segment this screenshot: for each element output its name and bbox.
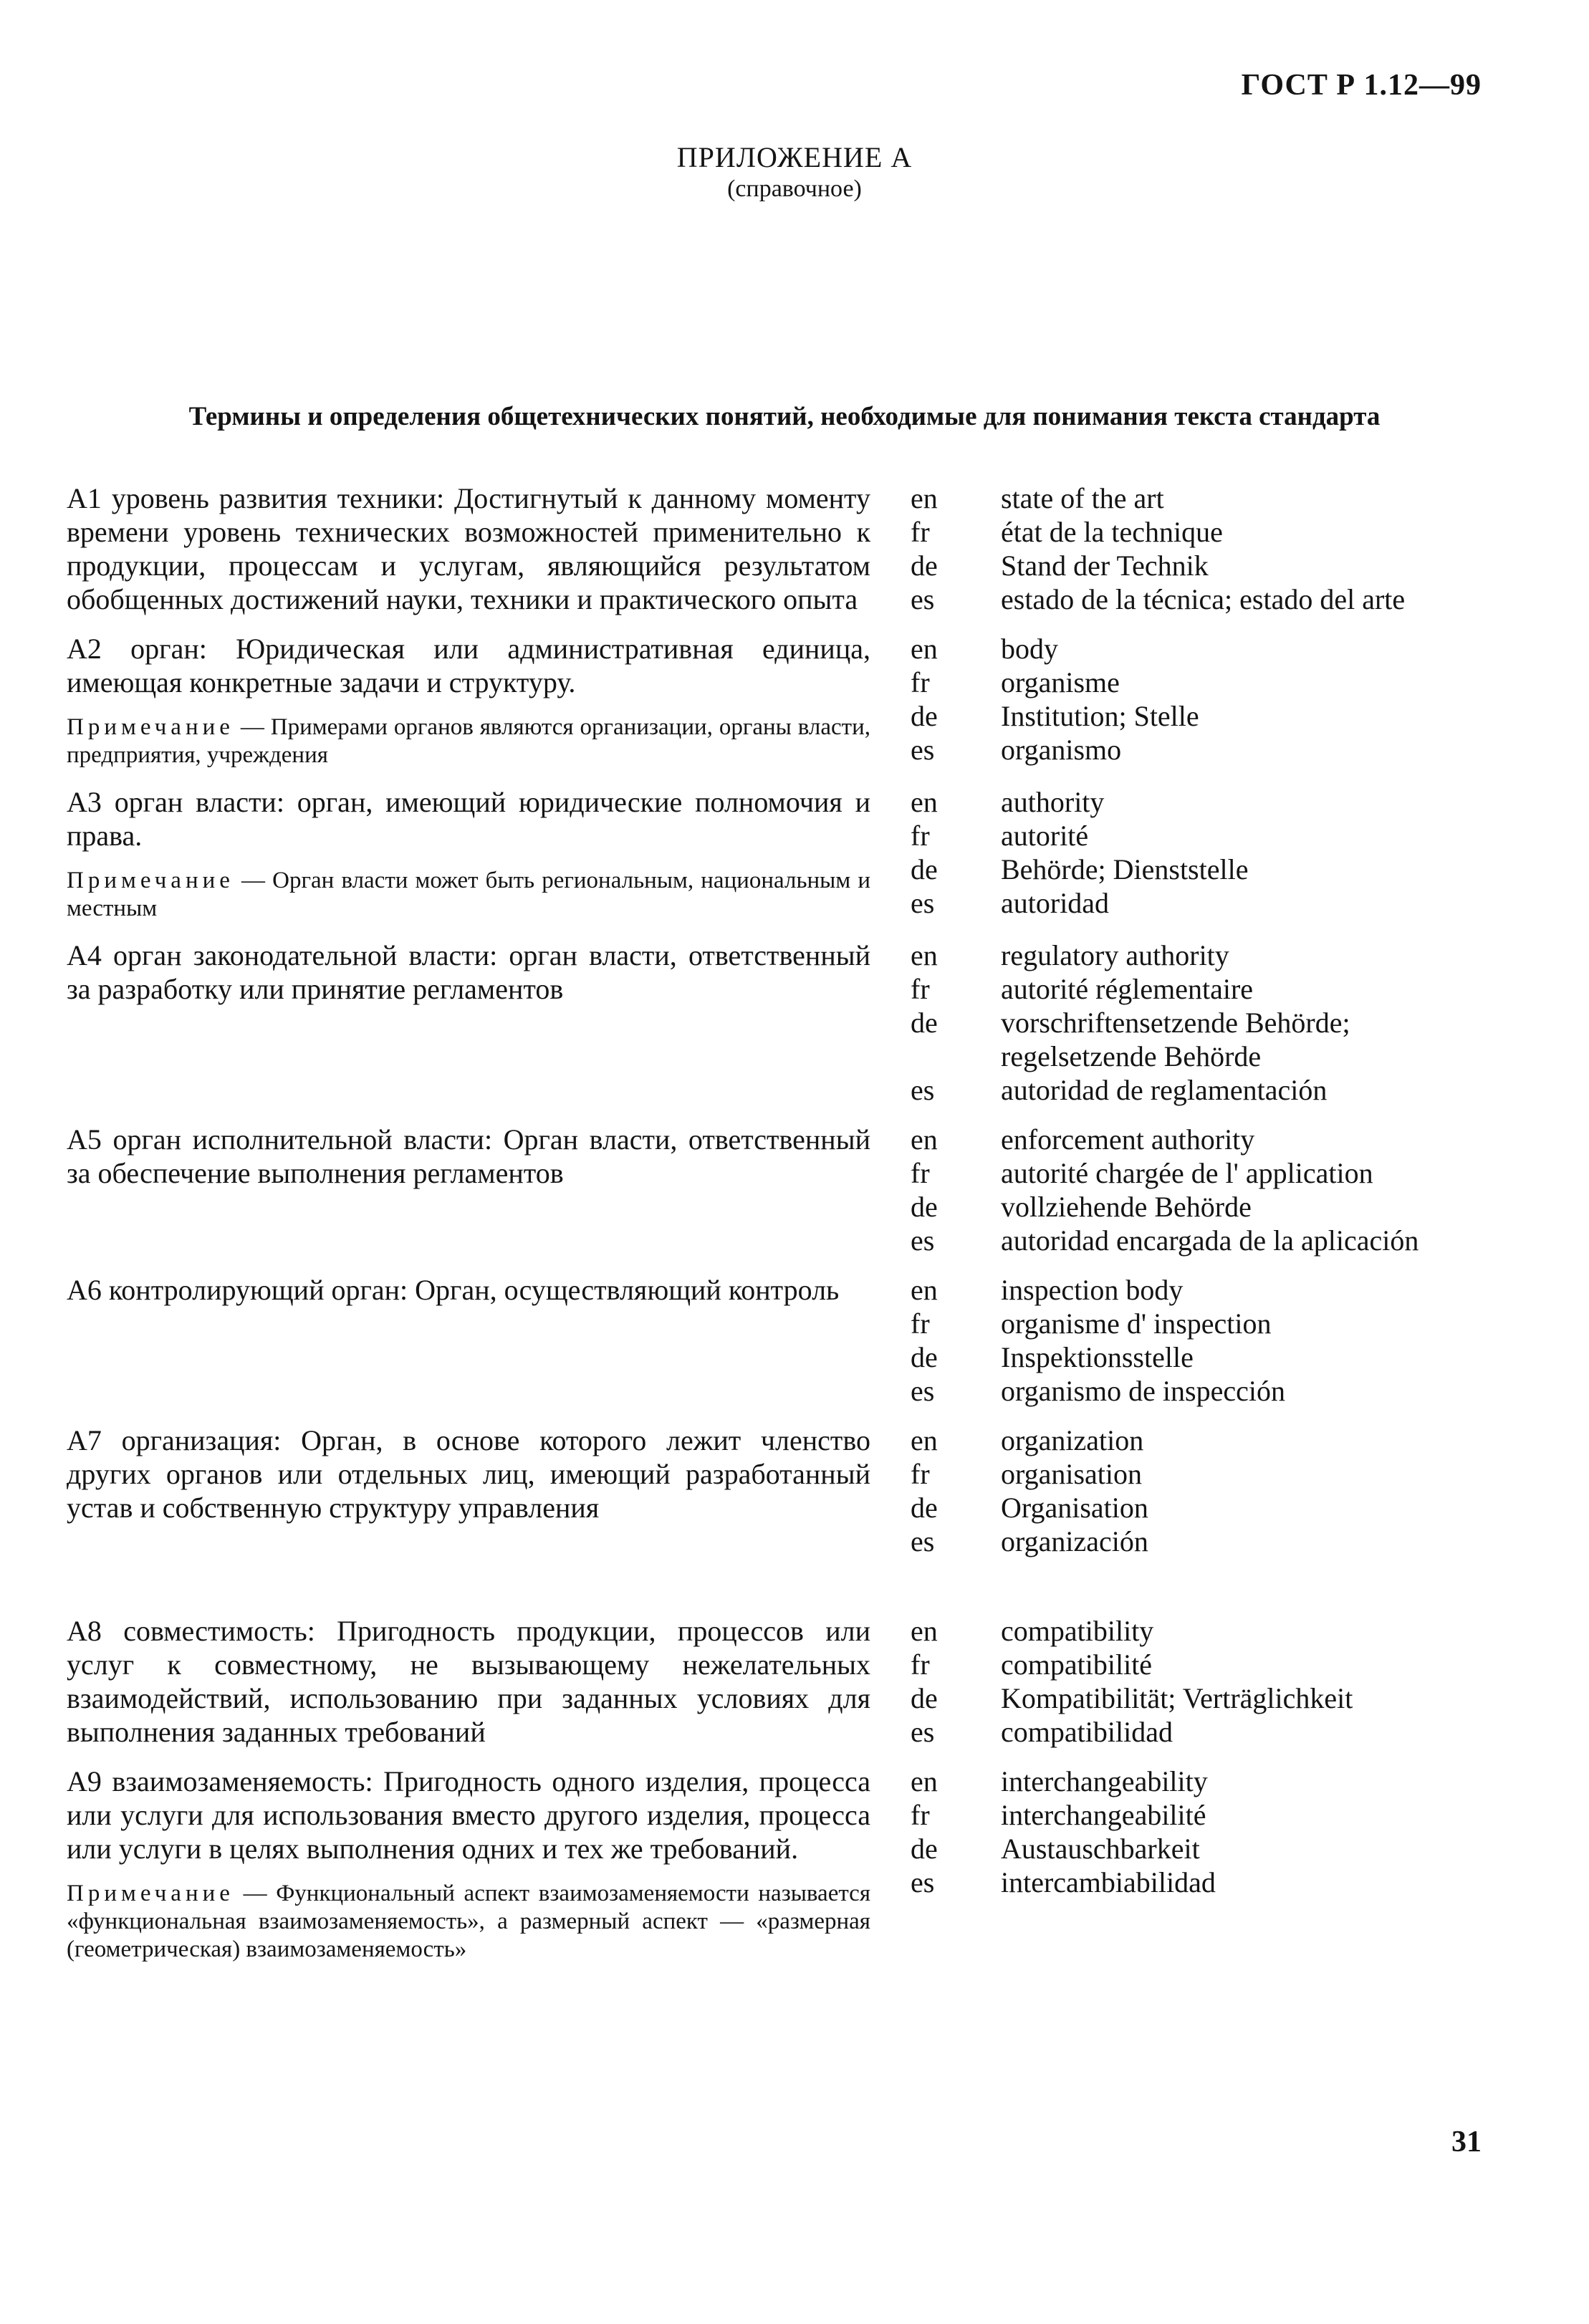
lang-code: es (911, 887, 935, 919)
lang-term: Institution; Stelle (1001, 700, 1199, 732)
lang-term: Austauschbarkeit (1001, 1833, 1200, 1865)
note-text: — Примерами органов являются организации, органы власти, предприятия, учреждения (67, 714, 870, 768)
lang-term: inspection body (1001, 1274, 1184, 1306)
lang-code: en (911, 633, 938, 665)
lang-code: fr (911, 516, 930, 548)
section-title: Термины и определения общетехнических понятий, необходимые для понимания текста стандарта (188, 402, 1381, 431)
lang-code: en (911, 1615, 938, 1647)
term-definition: А3 орган власти: орган, имеющий юридические полномочия и права. (67, 786, 870, 852)
note-text: — Функциональный аспект взаимозаменяемости называется «функциональная взаимозаменяемость», а размерный аспект — «размерная (геометрическая) взаимозаменяемость» (67, 1881, 870, 1962)
lang-code: en (911, 1765, 938, 1797)
term-definition: А2 орган: Юридическая или административная единица, имеющая конкретные задачи и структуру. (67, 633, 870, 698)
translations (911, 1123, 1499, 1257)
translations (911, 1764, 1499, 1964)
lang-term: organismo de inspección (1001, 1375, 1285, 1407)
lang-code: de (911, 1341, 938, 1373)
lang-term: autorité réglementaire (1001, 973, 1254, 1005)
page-number: 31 (1451, 2126, 1482, 2159)
lang-code: fr (911, 820, 930, 852)
lang-term: autoridad de reglamentación (1001, 1074, 1328, 1106)
note-label: Примечание (67, 1881, 234, 1906)
translations (911, 938, 1499, 1107)
lang-code: es (911, 1525, 935, 1557)
translations (911, 1423, 1499, 1558)
term-entry-a5 (67, 1123, 1499, 1257)
term-entry-a4 (67, 938, 1499, 1107)
lang-code: fr (911, 1157, 930, 1189)
term-definition: А7 организация: Орган, в основе которого лежит членство других органов или отдельных лиц, имеющий разработанный устав и собственную структуру управления (67, 1424, 870, 1524)
lang-code: es (911, 1716, 935, 1748)
standard-header: ГОСТ Р 1.12—99 (1241, 69, 1482, 102)
lang-term: vorschriftensetzende Behörde; regelsetzende Behörde (1001, 1007, 1350, 1072)
lang-code: de (911, 1682, 938, 1714)
term-definition: А5 орган исполнительной власти: Орган власти, ответственный за обеспечение выполнения регламентов (67, 1123, 870, 1189)
lang-code: fr (911, 666, 930, 698)
lang-term: authority (1001, 786, 1105, 818)
appendix-heading (0, 140, 1589, 203)
lang-term: organisme (1001, 666, 1120, 698)
note-label: Примечание (67, 714, 234, 740)
lang-code: fr (911, 1799, 930, 1831)
lang-term: regulatory authority (1001, 939, 1229, 971)
lang-code: en (911, 1274, 938, 1306)
lang-term: intercambiabilidad (1001, 1866, 1216, 1898)
lang-term: organización (1001, 1525, 1148, 1557)
note-label: Примечание (67, 868, 234, 893)
term-entry-a3 (67, 785, 1499, 923)
lang-term: compatibility (1001, 1615, 1154, 1647)
lang-term: Behörde; Dienststelle (1001, 853, 1249, 885)
term-definition: А8 совместимость: Пригодность продукции, процессов или услуг к совместному, не вызывающему нежелательных взаимодействий, использованию при заданных условиях для выполнения заданных требований (67, 1615, 870, 1748)
translations (911, 1614, 1499, 1749)
appendix-subtitle: (справочное) (727, 176, 862, 202)
term-entry-a1 (67, 481, 1499, 616)
lang-code: es (911, 583, 935, 615)
lang-code: es (911, 1074, 935, 1106)
lang-term: Inspektionsstelle (1001, 1341, 1194, 1373)
lang-code: fr (911, 973, 930, 1005)
lang-code: de (911, 700, 938, 732)
lang-code: fr (911, 1648, 930, 1681)
lang-term: autorité (1001, 820, 1089, 852)
lang-code: es (911, 734, 935, 766)
lang-code: de (911, 1191, 938, 1223)
lang-term: interchangeability (1001, 1765, 1208, 1797)
lang-code: fr (911, 1458, 930, 1490)
term-entry-a6 (67, 1273, 1499, 1408)
lang-term: organismo (1001, 734, 1122, 766)
note-text: — Орган власти может быть региональным, национальным и местным (67, 868, 870, 921)
term-entry-a7 (67, 1423, 1499, 1558)
lang-term: organisation (1001, 1458, 1143, 1490)
lang-term: organization (1001, 1424, 1144, 1456)
lang-term: enforcement authority (1001, 1123, 1255, 1156)
term-note (67, 867, 870, 923)
appendix-title: ПРИЛОЖЕНИЕ А (676, 141, 913, 173)
term-definition: А4 орган законодательной власти: орган власти, ответственный за разработку или принятие регламентов (67, 939, 870, 1005)
lang-code: es (911, 1866, 935, 1898)
lang-term: estado de la técnica; estado del arte (1001, 583, 1406, 615)
translations (911, 1273, 1499, 1408)
translations (911, 481, 1499, 616)
lang-term: vollziehende Behörde (1001, 1191, 1252, 1223)
lang-term: autorité chargée de l' application (1001, 1157, 1373, 1189)
lang-code: en (911, 939, 938, 971)
lang-term: état de la technique (1001, 516, 1223, 548)
term-note (67, 714, 870, 769)
translations (911, 785, 1499, 923)
term-note (67, 1880, 870, 1964)
lang-term: Kompatibilität; Verträglichkeit (1001, 1682, 1353, 1714)
terms-list (67, 481, 1499, 1978)
term-definition: А9 взаимозаменяемость: Пригодность одного изделия, процесса или услуги для использования вместо другого изделия, процесса или услуги в целях выполнения одних и тех же требований. (67, 1765, 870, 1865)
term-entry-a2 (67, 632, 1499, 769)
lang-code: fr (911, 1307, 930, 1340)
lang-term: state of the art (1001, 482, 1164, 514)
term-definition: А1 уровень развития техники: Достигнутый к данному моменту времени уровень технических возможностей применительно к продукции, процессам и услугам, являющийся результатом обобщенных достижений науки, техники и практического опыта (67, 482, 870, 615)
lang-term: body (1001, 633, 1058, 665)
lang-term: Stand der Technik (1001, 549, 1209, 582)
lang-term: interchangeabilité (1001, 1799, 1206, 1831)
term-definition: А6 контролирующий орган: Орган, осуществляющий контроль (67, 1274, 840, 1306)
lang-code: en (911, 1424, 938, 1456)
lang-term: autoridad (1001, 887, 1110, 919)
lang-code: de (911, 549, 938, 582)
term-entry-a8 (67, 1614, 1499, 1749)
lang-term: autoridad encargada de la aplicación (1001, 1224, 1419, 1257)
lang-code: es (911, 1375, 935, 1407)
lang-code: de (911, 1492, 938, 1524)
lang-code: de (911, 1007, 938, 1039)
lang-term: compatibilité (1001, 1648, 1153, 1681)
lang-code: de (911, 853, 938, 885)
lang-code: es (911, 1224, 935, 1257)
lang-code: en (911, 1123, 938, 1156)
lang-code: en (911, 482, 938, 514)
term-entry-a9 (67, 1764, 1499, 1964)
lang-term: compatibilidad (1001, 1716, 1173, 1748)
lang-code: en (911, 786, 938, 818)
lang-term: organisme d' inspection (1001, 1307, 1272, 1340)
translations (911, 632, 1499, 769)
lang-code: de (911, 1833, 938, 1865)
lang-term: Organisation (1001, 1492, 1148, 1524)
